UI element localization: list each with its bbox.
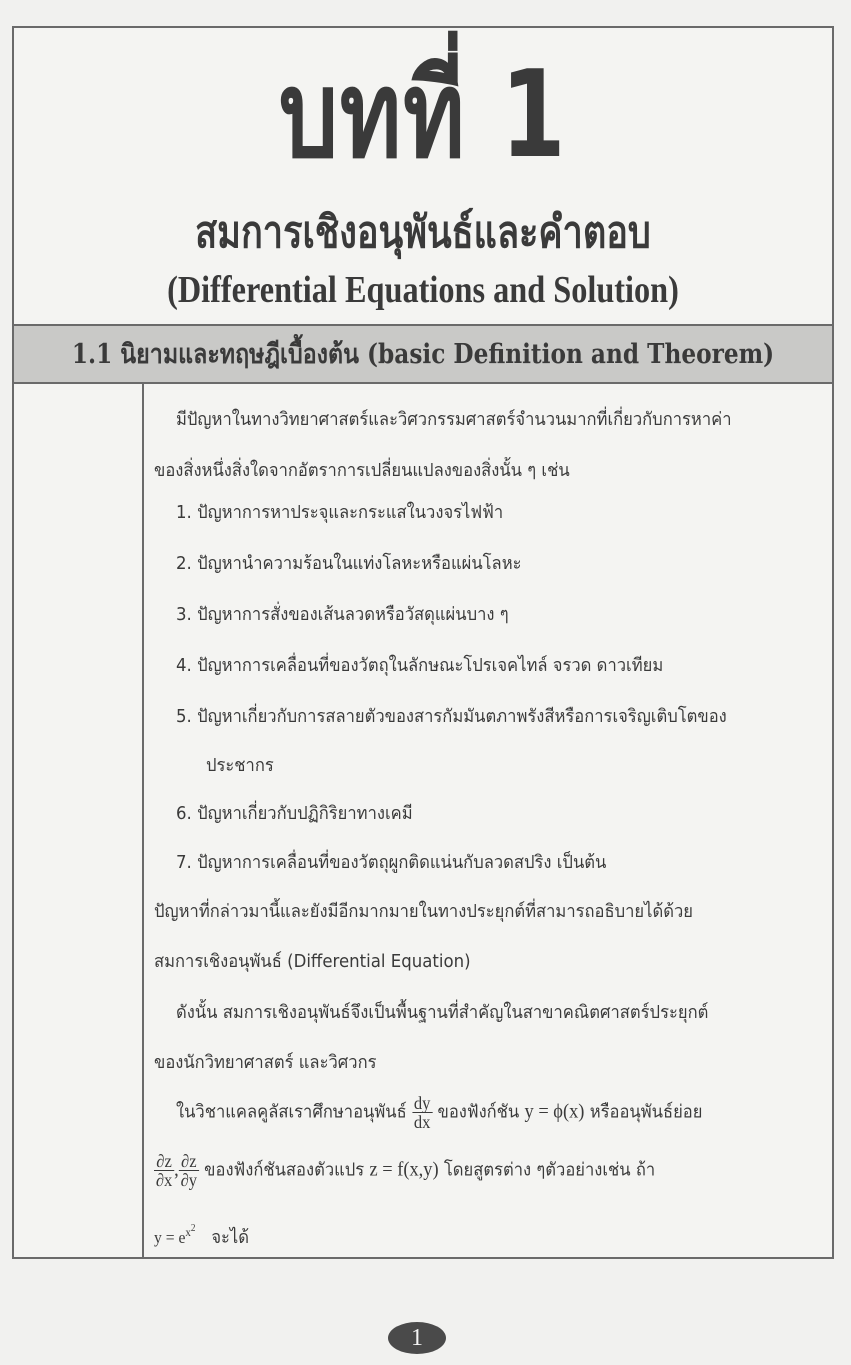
paragraph-line: ปัญหาที่กล่าวมานี้และยังมีอีกมากมายในทางประยุกต์ที่สามารถอธิบายได้ด้วย xyxy=(154,901,693,922)
list-item: 5. ปัญหาเกี่ยวกับการสลายตัวของสารกัมมันตภาพรังสีหรือการเจริญเติบโตของ xyxy=(176,706,727,727)
list-item: 1. ปัญหาการหาประจุและกระแสในวงจรไฟฟ้า xyxy=(176,502,504,523)
chapter-number: บทที่ 1 xyxy=(278,46,568,185)
chapter-header xyxy=(14,28,832,324)
section-title: 1.1 นิยามและทฤษฎีเบื้องต้น (basic Definition and Theorem) xyxy=(71,339,775,370)
partial-fraction: $\frac{\partial z}{\partial x}$ xyxy=(155,1151,173,1190)
partial-derivative-line: $\frac{\partial z}{\partial x}$ , $\frac{\partial z}{\partial y}$ ของฟังก์ชันสองตัวแปร z = f(x,y) โดยสูตรต่าง ๆตัวอย่างเช่น ถ้า xyxy=(155,1151,656,1190)
paragraph-line: มีปัญหาในทางวิทยาศาสตร์และวิศวกรรมศาสตร์จำนวนมากที่เกี่ยวกับการหาค่า xyxy=(176,409,732,430)
margin-column xyxy=(14,384,144,1259)
paragraph-line: ของสิ่งหนึ่งสิ่งใดจากอัตราการเปลี่ยนแปลงของสิ่งนั้น ๆ เช่น xyxy=(154,460,570,481)
derivative-fraction: $\frac{dy}{dx}$ xyxy=(413,1093,431,1132)
calculus-line: ในวิชาแคลคูลัสเราศึกษาอนุพันธ์ $\frac{dy}{dx}$ ของฟังก์ชัน y = ϕ(x) หรืออนุพันธ์ย่อย xyxy=(176,1093,703,1132)
page-number: 1 xyxy=(388,1322,446,1354)
paragraph-line: สมการเชิงอนุพันธ์ (Differential Equation) xyxy=(154,951,471,972)
paragraph-line: ดังนั้น สมการเชิงอนุพันธ์จึงเป็นพื้นฐานที่สำคัญในสาขาคณิตศาสตร์ประยุกต์ xyxy=(176,1002,709,1023)
list-item: 3. ปัญหาการสั่งของเส้นลวดหรือวัสดุแผ่นบาง ๆ xyxy=(176,604,509,625)
partial-fraction: $\frac{\partial z}{\partial y}$ xyxy=(180,1151,198,1190)
body-text xyxy=(146,384,832,1259)
equation: z = f(x,y) xyxy=(369,1158,439,1181)
equation: y = ϕ(x) xyxy=(524,1100,585,1123)
chapter-title-thai: สมการเชิงอนุพันธ์และคำตอบ xyxy=(195,207,651,258)
list-item-continuation: ประชากร xyxy=(206,755,274,776)
paragraph-line: ของนักวิทยาศาสตร์ และวิศวกร xyxy=(154,1052,377,1073)
list-item: 4. ปัญหาการเคลื่อนที่ของวัตถุในลักษณะโปรเจคไทล์ จรวด ดาวเทียม xyxy=(176,655,664,676)
section-header xyxy=(14,324,832,384)
chapter-title-english: (Differential Equations and Solution) xyxy=(167,269,679,311)
list-item: 7. ปัญหาการเคลื่อนที่ของวัตถุผูกติดแน่นกับลวดสปริง เป็นต้น xyxy=(176,852,607,873)
list-item: 6. ปัญหาเกี่ยวกับปฏิกิริยาทางเคมี xyxy=(176,803,413,824)
example-line: $y = e^{x^2}$ จะได้ xyxy=(154,1223,250,1248)
list-item: 2. ปัญหานำความร้อนในแท่งโลหะหรือแผ่นโลหะ xyxy=(176,553,522,574)
page-frame xyxy=(12,26,834,1259)
